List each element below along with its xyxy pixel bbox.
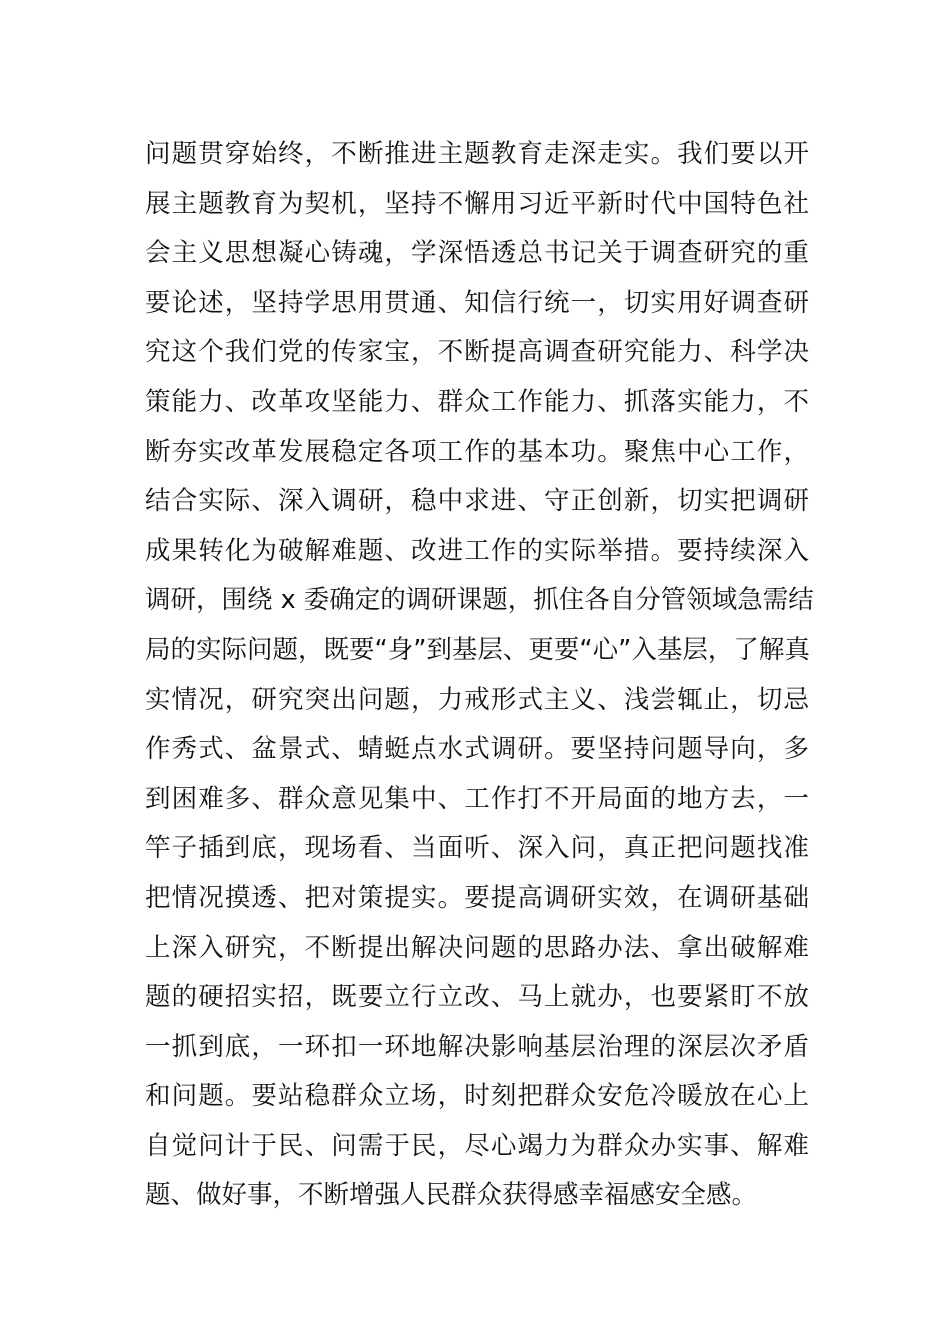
text-line: 自觉问计于民、问需于民，尽心竭力为群众办实事、解难: [145, 1130, 809, 1161]
text-line: 策能力、改革攻坚能力、群众工作能力、抓落实能力，不: [145, 386, 809, 417]
text-line: 成果转化为破解难题、改进工作的实际举措。要持续深入: [145, 535, 809, 566]
text-line: 把情况摸透、把对策提实。要提高调研实效，在调研基础: [145, 882, 809, 913]
text-line: 实情况，研究突出问题，力戒形式主义、浅尝辄止，切忌: [145, 684, 809, 715]
text-line: 会主义思想凝心铸魂，学深悟透总书记关于调查研究的重: [145, 238, 809, 269]
text-line: 竿子插到底，现场看、当面听、深入问，真正把问题找准: [145, 833, 809, 864]
text-line: 作秀式、盆景式、蜻蜓点水式调研。要坚持问题导向，多: [145, 734, 809, 765]
text-line: 调研，围绕 x 委确定的调研课题，抓住各自分管领域急需结: [145, 585, 814, 616]
text-line: 上深入研究，不断提出解决问题的思路办法、拿出破解难: [145, 932, 809, 963]
text-line: 题、做好事，不断增强人民群众获得感幸福感安全感。: [145, 1180, 758, 1211]
text-line: 断夯实改革发展稳定各项工作的基本功。聚焦中心工作，: [145, 436, 809, 467]
text-line: 和问题。要站稳群众立场，时刻把群众安危冷暖放在心上: [145, 1081, 809, 1112]
text-line: 结合实际、深入调研，稳中求进、守正创新，切实把调研: [145, 486, 809, 517]
text-line: 局的实际问题，既要“身”到基层、更要“心”入基层，了解真: [145, 634, 810, 665]
document-body: [145, 130, 814, 1221]
text-line: 要论述，坚持学思用贯通、知信行统一，切实用好调查研: [145, 287, 809, 318]
text-line: 问题贯穿始终，不断推进主题教育走深走实。我们要以开: [145, 139, 809, 169]
text-line: 一抓到底，一环扣一环地解决影响基层治理的深层次矛盾: [145, 1031, 809, 1062]
text-line: 到困难多、群众意见集中、工作打不开局面的地方去，一: [145, 783, 809, 814]
text-line: 展主题教育为契机，坚持不懈用习近平新时代中国特色社: [145, 188, 809, 219]
text-line: 究这个我们党的传家宝，不断提高调查研究能力、科学决: [145, 337, 809, 368]
text-line: 题的硬招实招，既要立行立改、马上就办，也要紧盯不放: [145, 982, 809, 1013]
